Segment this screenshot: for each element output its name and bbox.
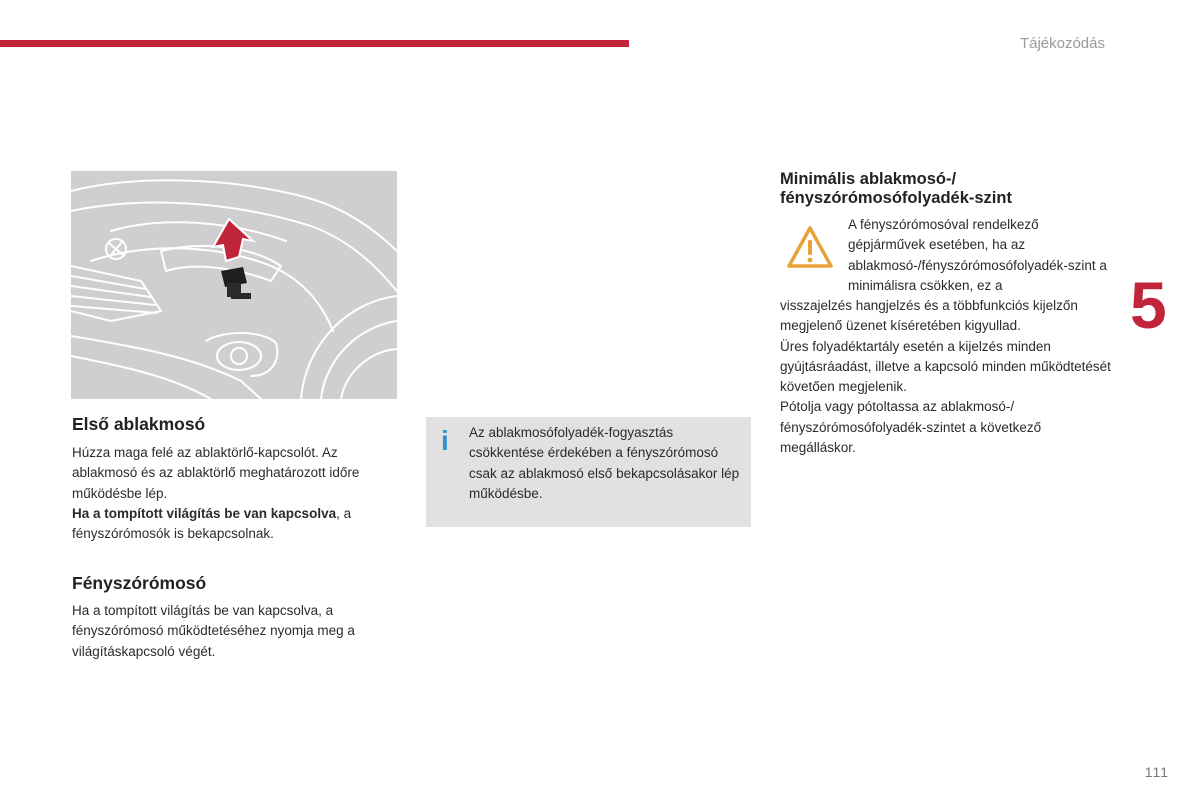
- page-number: 111: [1144, 764, 1169, 780]
- warning-text-block: [780, 296, 1115, 458]
- info-icon: i: [441, 425, 449, 456]
- headlamp-washer-title: Fényszórómosó: [72, 573, 207, 593]
- header-accent-bar: [0, 40, 629, 47]
- front-washer-title: Első ablakmosó: [72, 414, 206, 434]
- front-washer-text: [72, 443, 402, 544]
- car-hood-washer-icon: [71, 171, 397, 399]
- chapter-number: 5: [1130, 268, 1167, 342]
- warning-text-beside-icon: A fényszórómosóval rendelkező gépjárművek esetében, ha az ablakmosó-/fényszórómosófolyadék-szint a minimálisra csökken, ez a: [848, 217, 1107, 293]
- section-title: Tájékozódás: [1019, 35, 1105, 52]
- minimum-level-title: Minimális ablakmosó-/ fényszórómosófolyadék-szint: [780, 170, 1012, 207]
- warning-triangle-icon: [787, 225, 833, 269]
- info-box: [426, 417, 751, 527]
- warning-text-continued: visszajelzés hangjelzés és a többfunkciós kijelzőn megjelenő üzenet kíséretében kigyullad.: [780, 298, 1078, 334]
- front-washer-text-bold: Ha a tompított világítás be van kapcsolva: [72, 505, 337, 521]
- info-text: Az ablakmosófolyadék-fogyasztás csökkentése érdekében a fényszórómosó csak az ablakmosó első bekapcsolásakor lép működésbe.: [469, 425, 740, 501]
- headlamp-washer-text: Ha a tompított világítás be van kapcsolva, a fényszórómosó működtetéséhez nyomja meg a világításkapcsoló végét.: [72, 603, 355, 659]
- car-hood-illustration: [71, 171, 397, 399]
- front-washer-text-b: , a fényszórómosók is bekapcsolnak.: [72, 505, 352, 542]
- front-washer-text-a: Húzza maga felé az ablaktörlő-kapcsolót. Az ablakmosó és az ablaktörlő meghatározott időre működésbe lép.: [72, 445, 360, 501]
- warning-text-empty-tank: Üres folyadéktartály esetén a kijelzés minden gyújtásráadást, illetve a kapcsoló minden működtetését követően megjelenik.: [780, 338, 1111, 395]
- warning-text-refill: Pótolja vagy pótoltassa az ablakmosó-/ fényszórómosófolyadék-szintet a következő megálláskor.: [780, 399, 1042, 456]
